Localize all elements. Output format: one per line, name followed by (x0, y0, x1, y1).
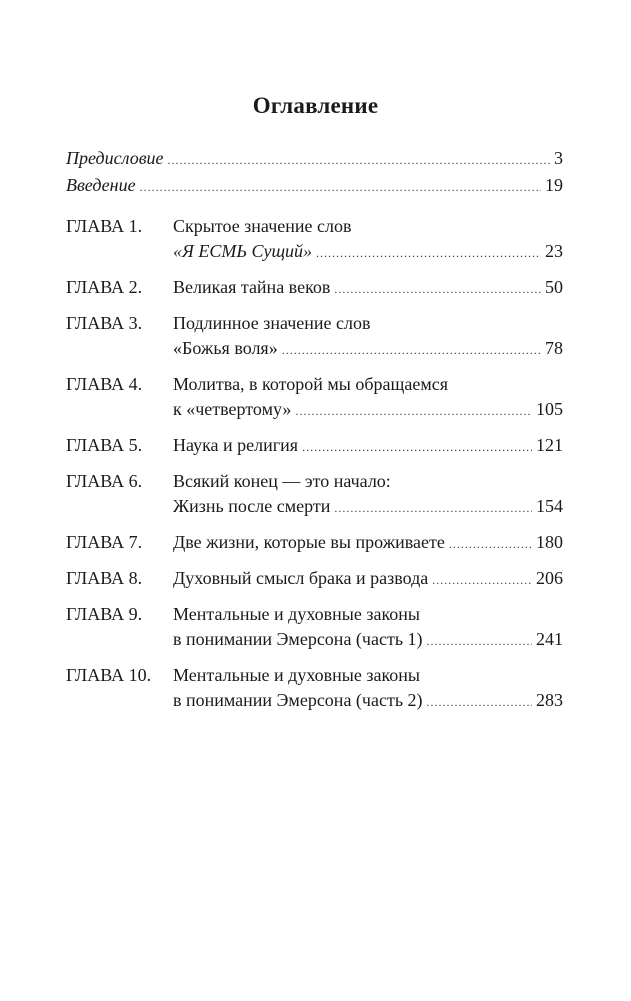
toc-page-number: 180 (536, 532, 563, 552)
toc-page-number: 154 (536, 496, 563, 516)
toc-chapter-entry[interactable] (66, 602, 563, 654)
chapter-label: ГЛАВА 1. (66, 216, 143, 236)
dot-leader (140, 175, 541, 200)
chapter-label: ГЛАВА 8. (66, 568, 143, 588)
chapter-title-final-line (173, 433, 563, 460)
chapter-body (173, 433, 563, 460)
chapter-label: ГЛАВА 6. (66, 471, 143, 491)
dot-leader (449, 532, 532, 557)
chapter-label: ГЛАВА 4. (66, 374, 143, 394)
chapter-title-final-line (173, 336, 563, 363)
chapter-title-final-line (173, 688, 563, 715)
toc-page-number: 3 (554, 148, 563, 168)
chapter-title-final-line (173, 566, 563, 593)
chapter-body (173, 469, 563, 521)
dot-leader (302, 435, 532, 460)
toc-page-number: 78 (545, 338, 563, 358)
chapter-body (173, 214, 563, 266)
toc-chapter-entry[interactable] (66, 214, 563, 266)
table-of-contents (66, 146, 563, 715)
toc-page-number: 105 (536, 399, 563, 419)
dot-leader (334, 277, 541, 302)
toc-page-number: 206 (536, 568, 563, 588)
toc-page-number: 23 (545, 241, 563, 261)
chapter-title-text: «Божья воля» (173, 338, 278, 358)
chapter-list (66, 214, 563, 715)
toc-page-number: 283 (536, 690, 563, 710)
dot-leader (316, 241, 541, 266)
toc-chapter-entry[interactable] (66, 311, 563, 363)
toc-page-number: 19 (545, 175, 563, 195)
toc-entry-introduction[interactable] (66, 173, 563, 200)
toc-page-number: 241 (536, 629, 563, 649)
chapter-title-final-line (173, 397, 563, 424)
chapter-title-line: Подлинное значение слов (173, 313, 371, 333)
toc-entry-title: Предисловие (66, 148, 164, 168)
chapter-label: ГЛАВА 5. (66, 435, 143, 455)
chapter-body (173, 275, 563, 302)
chapter-body (173, 530, 563, 557)
chapter-title-text: к «четвертому» (173, 399, 292, 419)
dot-leader (427, 690, 532, 715)
toc-page-number: 50 (545, 277, 563, 297)
toc-chapter-entry[interactable] (66, 530, 563, 557)
toc-entry-title: Введение (66, 175, 136, 195)
toc-entry-preface[interactable] (66, 146, 563, 173)
chapter-body (173, 372, 563, 424)
chapter-title-text: в понимании Эмерсона (часть 2) (173, 690, 423, 710)
toc-chapter-entry[interactable] (66, 469, 563, 521)
chapter-title-text: Жизнь после смерти (173, 496, 331, 516)
chapter-title-line: Всякий конец — это начало: (173, 471, 391, 491)
dot-leader (168, 148, 550, 173)
dot-leader (282, 338, 541, 363)
chapter-title-final-line (173, 275, 563, 302)
chapter-title-line: Ментальные и духовные законы (173, 604, 421, 624)
chapter-title-final-line (173, 239, 563, 266)
chapter-title-text: «Я ЕСМЬ Сущий» (173, 241, 313, 261)
chapter-body (173, 663, 563, 715)
dot-leader (427, 629, 532, 654)
chapter-title-text: в понимании Эмерсона (часть 1) (173, 629, 423, 649)
chapter-title-text: Наука и религия (173, 435, 299, 455)
chapter-title-line: Молитва, в которой мы обращаемся (173, 374, 449, 394)
chapter-title-line: Скрытое значение слов (173, 216, 352, 236)
page-title: Оглавление (252, 93, 379, 118)
chapter-title-final-line (173, 494, 563, 521)
toc-chapter-entry[interactable] (66, 566, 563, 593)
chapter-label: ГЛАВА 10. (66, 665, 152, 685)
toc-chapter-entry[interactable] (66, 275, 563, 302)
chapter-label: ГЛАВА 9. (66, 604, 143, 624)
toc-page-number: 121 (536, 435, 563, 455)
chapter-label: ГЛАВА 2. (66, 277, 143, 297)
toc-chapter-entry[interactable] (66, 433, 563, 460)
chapter-title-line: Ментальные и духовные законы (173, 665, 421, 685)
dot-leader (334, 496, 532, 521)
chapter-title-final-line (173, 627, 563, 654)
toc-chapter-entry[interactable] (66, 372, 563, 424)
chapter-body (173, 602, 563, 654)
chapter-title-final-line (173, 530, 563, 557)
dot-leader (295, 399, 532, 424)
chapter-label: ГЛАВА 7. (66, 532, 143, 552)
chapter-label: ГЛАВА 3. (66, 313, 143, 333)
chapter-body (173, 566, 563, 593)
chapter-title-text: Великая тайна веков (173, 277, 331, 297)
chapter-title-text: Духовный смысл брака и развода (173, 568, 429, 588)
chapter-title-text: Две жизни, которые вы проживаете (173, 532, 445, 552)
toc-chapter-entry[interactable] (66, 663, 563, 715)
dot-leader (432, 568, 532, 593)
chapter-body (173, 311, 563, 363)
